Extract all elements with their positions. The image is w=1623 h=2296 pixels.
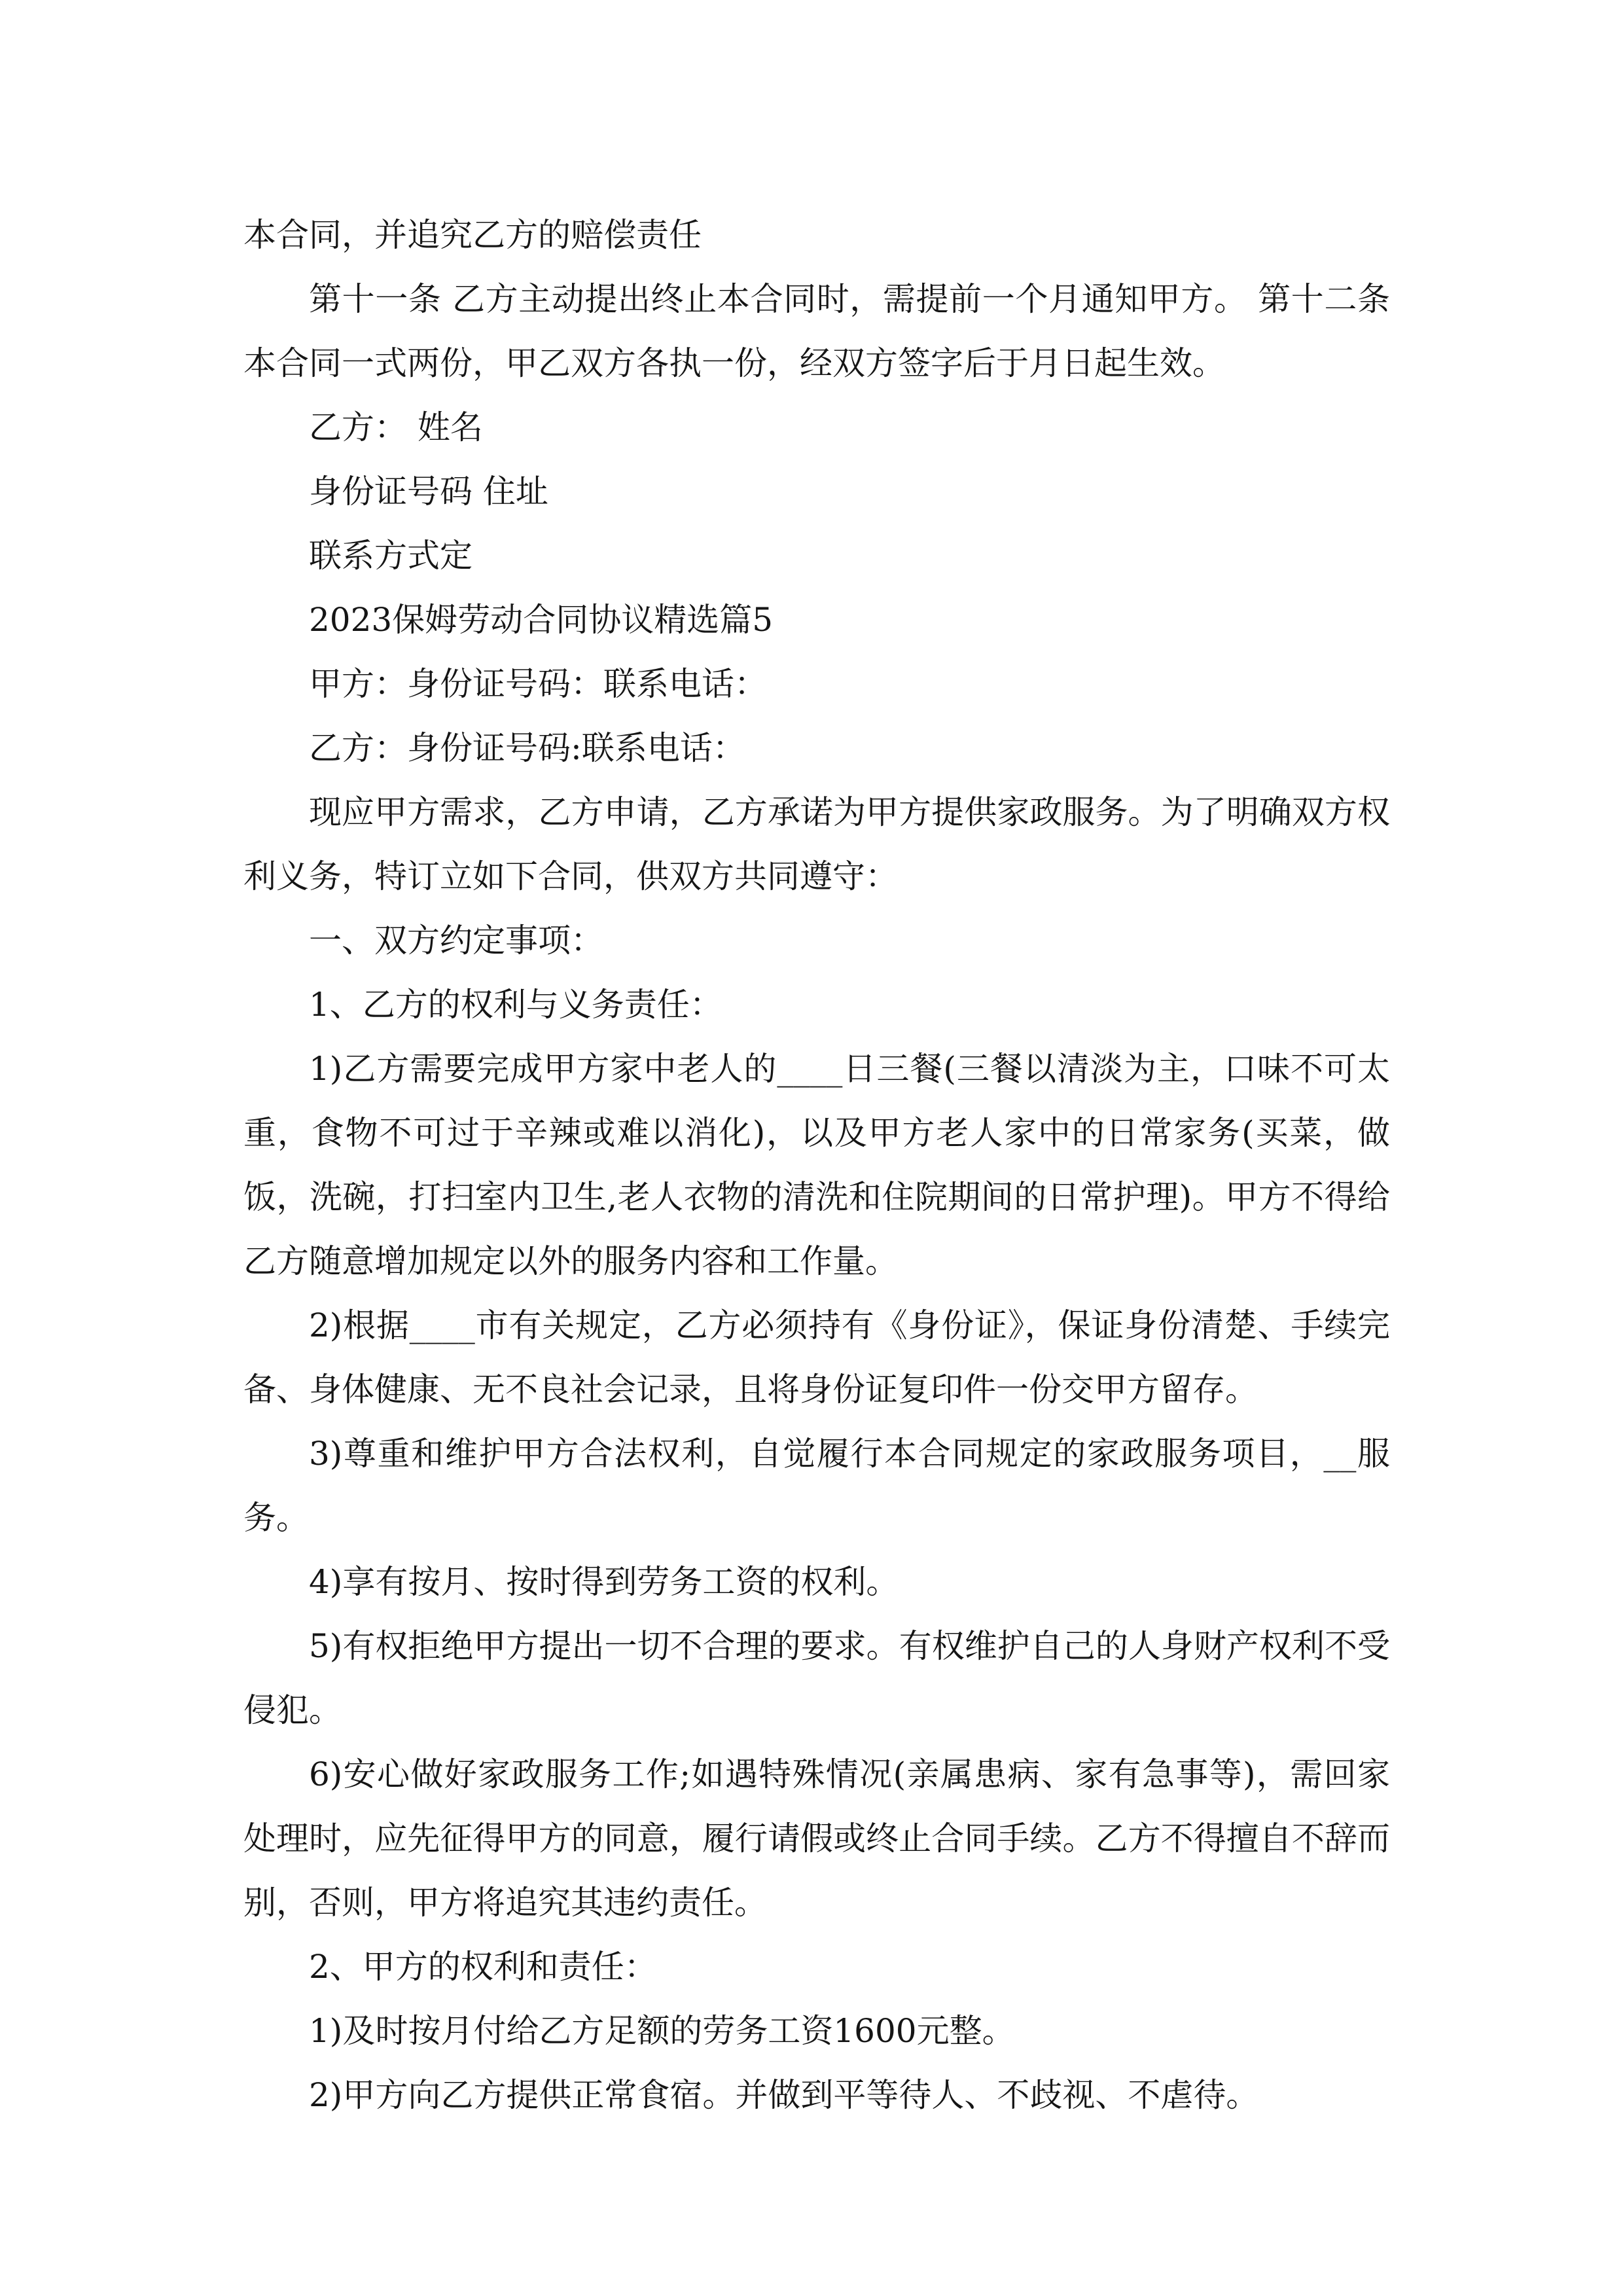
paragraph-party-a-info: 甲方：身份证号码：联系电话： (309, 665, 767, 703)
clause-b-3: 3)尊重和维护甲方合法权利，自觉履行本合同规定的家政服务项目，__服务。 (243, 1435, 1390, 1537)
paragraph-contact: 联系方式定 (309, 537, 473, 575)
document-body (243, 203, 1390, 2127)
clause-a-1: 1)及时按月付给乙方足额的劳务工资1600元整。 (309, 2012, 1015, 2050)
heading-party-b-rights: 1、乙方的权利与义务责任： (309, 986, 722, 1024)
heading-party-a-rights: 2、甲方的权利和责任： (309, 1948, 657, 1986)
paragraph-party-b-info: 乙方：身份证号码:联系电话： (309, 729, 745, 767)
paragraph-id-address: 身份证号码 住址 (309, 473, 548, 511)
clause-b-6: 6)安心做好家政服务工作;如遇特殊情况(亲属患病、家有急事等)，需回家处理时，应先征得甲方的同意，履行请假或终止合同手续。乙方不得擅自不辞而别，否则，甲方将追究其违约责任。 (243, 1755, 1390, 1922)
paragraph-preamble: 现应甲方需求，乙方申请，乙方承诺为甲方提供家政服务。为了明确双方权利义务，特订立如下合同，供双方共同遵守： (243, 793, 1390, 895)
paragraph-article-11-12: 第十一条 乙方主动提出终止本合同时，需提前一个月通知甲方。 第十二条本合同一式两份，甲乙双方各执一份，经双方签字后于月日起生效。 (243, 280, 1390, 382)
clause-b-5: 5)有权拒绝甲方提出一切不合理的要求。有权维护自己的人身财产权利不受侵犯。 (243, 1627, 1390, 1729)
paragraph-contract-continuation: 本合同，并追究乙方的赔偿责任 (243, 216, 702, 254)
section-title: 2023保姆劳动合同协议精选篇5 (309, 601, 774, 639)
clause-a-2: 2)甲方向乙方提供正常食宿。并做到平等待人、不歧视、不虐待。 (309, 2076, 1259, 2114)
clause-b-1: 1)乙方需要完成甲方家中老人的____日三餐(三餐以清淡为主，口味不可太重，食物不可过于辛辣或难以消化)，以及甲方老人家中的日常家务(买菜，做饭，洗碗，打扫室内卫生,老人衣物的清洗和住院期间的日常护理)。甲方不得给乙方随意增加规定以外的服务内容和工作量。 (243, 1050, 1390, 1280)
clause-b-4: 4)享有按月、按时得到劳务工资的权利。 (309, 1563, 899, 1601)
clause-b-2: 2)根据____市有关规定，乙方必须持有《身份证》，保证身份清楚、手续完备、身体健康、无不良社会记录，且将身份证复印件一份交甲方留存。 (243, 1306, 1390, 1408)
heading-agreed-matters: 一、双方约定事项： (309, 922, 603, 960)
paragraph-party-b-name: 乙方： 姓名 (309, 408, 483, 446)
